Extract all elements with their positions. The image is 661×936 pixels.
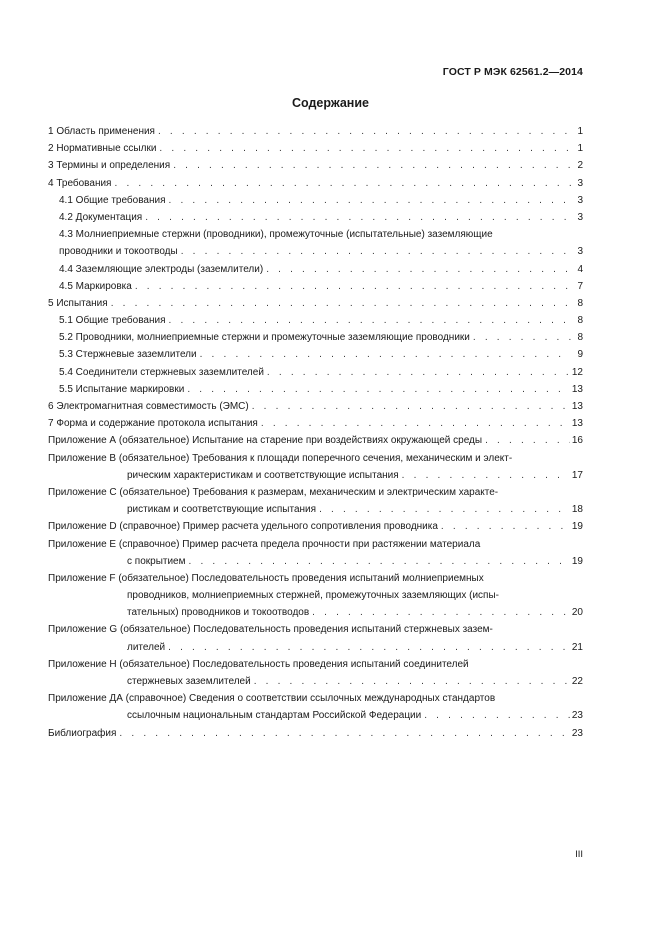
toc-entry-line: [48, 501, 583, 518]
toc-entry[interactable]: [48, 725, 583, 742]
toc-page-number: 2: [577, 160, 583, 172]
toc-entry-text: Приложение G (обязательное) Последовательность проведения испытаний стержневых зазем-: [48, 624, 493, 636]
dot-leader: [261, 415, 570, 432]
toc-entry-line: [48, 621, 583, 638]
dot-leader: [169, 312, 571, 329]
toc-page-number: 22: [571, 676, 583, 687]
toc-entry-text: тательных) проводников и токоотводов: [127, 607, 310, 619]
toc-entry-text: 5.4 Соединители стержневых заземлителей: [59, 366, 264, 378]
toc-entry-line: [48, 415, 583, 432]
toc-entry[interactable]: [48, 192, 583, 209]
toc-entry-text: 7 Форма и содержание протокола испытания: [48, 418, 258, 430]
toc-entry-text: 2 Нормативные ссылки: [48, 143, 157, 155]
toc-page-number: 20: [571, 607, 583, 619]
toc-entry-text: 5.3 Стержневые заземлители: [59, 349, 197, 361]
toc-entry-text: 3 Термины и определения: [48, 160, 171, 172]
toc-entry-text: 4.5 Маркировка: [59, 280, 132, 292]
toc-entry[interactable]: [48, 364, 583, 381]
dot-leader: [135, 278, 571, 295]
toc-entry-text: 6 Электромагнитная совместимость (ЭМС): [48, 401, 249, 412]
toc-entry-text: 5 Испытания: [48, 297, 108, 309]
dot-leader: [266, 261, 571, 278]
toc-entry-line: [48, 329, 583, 346]
toc-page-number: 7: [577, 280, 583, 292]
toc-entry-line: [48, 467, 583, 484]
dot-leader: [145, 209, 571, 226]
dot-leader: [119, 725, 569, 742]
toc-entry[interactable]: [48, 570, 583, 622]
dot-leader: [402, 467, 570, 484]
toc-entry[interactable]: [48, 346, 583, 363]
toc-entry-line: [48, 209, 583, 226]
dot-leader: [252, 398, 570, 415]
toc-page-number: 3: [577, 194, 583, 206]
dot-leader: [114, 175, 571, 192]
toc-entry-line: [48, 278, 583, 295]
dot-leader: [169, 192, 571, 209]
toc-page-number: 23: [571, 727, 583, 739]
toc-entry[interactable]: [48, 295, 583, 312]
toc-entry-text: с покрытием: [127, 555, 186, 567]
toc-entry-text: 5.5 Испытание маркировки: [59, 383, 185, 395]
toc-entry[interactable]: [48, 261, 583, 278]
toc-entry-line: [48, 140, 583, 157]
toc-entry-line: [48, 192, 583, 209]
toc-entry-text: Приложение Е (справочное) Пример расчета предела прочности при растяжении материала: [48, 538, 481, 550]
dot-leader: [158, 123, 571, 140]
toc-entry[interactable]: [48, 329, 583, 346]
toc-entry-line: [48, 587, 583, 604]
toc-entry[interactable]: [48, 415, 583, 432]
dot-leader: [173, 157, 571, 174]
toc-entry-line: [48, 398, 583, 415]
toc-entry[interactable]: [48, 518, 583, 535]
toc-entry-text: Приложение D (справочное) Пример расчета удельного сопротивления проводника: [48, 521, 438, 533]
toc-entry[interactable]: [48, 690, 583, 724]
dot-leader: [473, 329, 571, 346]
toc-entry[interactable]: [48, 536, 583, 570]
toc-entry-line: [48, 346, 583, 363]
dot-leader: [181, 243, 571, 260]
page-number: III: [575, 849, 583, 860]
toc-entry-line: [48, 226, 583, 243]
dot-leader: [188, 553, 569, 570]
toc-page-number: 3: [577, 177, 583, 189]
toc-entry-line: [48, 518, 583, 535]
dot-leader: [312, 604, 570, 621]
toc-page-number: 17: [571, 469, 583, 481]
dot-leader: [424, 707, 570, 724]
toc-page-number: 19: [571, 555, 583, 567]
dot-leader: [267, 364, 570, 381]
toc-entry-line: [48, 690, 583, 707]
toc-entry[interactable]: [48, 278, 583, 295]
toc-page-number: 1: [577, 143, 583, 155]
toc-entry-line: [48, 639, 583, 656]
toc-page-number: 19: [571, 521, 583, 533]
toc-page-number: 3: [577, 211, 583, 223]
toc-page-number: 4: [577, 263, 583, 275]
dot-leader: [187, 381, 570, 398]
toc-title: Содержание: [291, 96, 369, 110]
toc-entry[interactable]: [48, 484, 583, 518]
toc-entry-text: 1 Область применения: [48, 126, 155, 137]
toc-entry-text: 5.1 Общие требования: [59, 315, 166, 327]
toc-page-number: 21: [571, 641, 583, 653]
toc-entry[interactable]: [48, 175, 583, 192]
toc-entry-text: лителей: [127, 641, 166, 653]
toc-entry-line: [48, 656, 583, 673]
dot-leader: [485, 432, 570, 449]
toc-entry-text: Библиография: [48, 727, 117, 739]
toc-page-number: 13: [571, 418, 583, 430]
toc-entry[interactable]: [48, 621, 583, 655]
toc-page-number: 23: [571, 710, 583, 722]
toc-entry[interactable]: [48, 209, 583, 226]
toc-entry[interactable]: [48, 123, 583, 140]
toc-entry-text: 4.2 Документация: [59, 211, 143, 223]
toc-page-number: 16: [571, 435, 583, 447]
toc-entry-line: [48, 536, 583, 553]
dot-leader: [159, 140, 571, 157]
toc-entry[interactable]: [48, 381, 583, 398]
toc-entry-line: [48, 123, 583, 140]
toc-page-number: 3: [577, 246, 583, 258]
toc-entry-text: Приложение F (обязательное) Последовательность проведения испытаний молниеприемных: [48, 572, 484, 584]
toc-page-number: 12: [571, 366, 583, 378]
toc-entry-line: [48, 261, 583, 278]
toc-page-number: 13: [571, 401, 583, 412]
toc-entry-line: [48, 570, 583, 587]
toc-entry-text: ристикам и соответствующие испытания: [127, 504, 317, 516]
toc-entry-text: проводники и токоотводы: [59, 246, 178, 258]
toc-page-number: 8: [577, 297, 583, 309]
toc-entry-text: 4.3 Молниеприемные стержни (проводники), промежуточные (испытательные) заземляющие: [59, 229, 493, 241]
toc-entry-line: [48, 381, 583, 398]
toc-entry-line: [48, 553, 583, 570]
toc-entry[interactable]: [48, 312, 583, 329]
toc-entry-line: [48, 364, 583, 381]
toc-entry-line: [48, 312, 583, 329]
toc-entry[interactable]: [48, 226, 583, 260]
toc-entry-text: рическим характеристикам и соответствующие испытания: [127, 469, 399, 481]
toc-entry-line: [48, 243, 583, 260]
toc-page-number: 18: [571, 504, 583, 516]
toc-entry[interactable]: [48, 140, 583, 157]
toc-entry-text: стержневых заземлителей: [127, 676, 251, 687]
dot-leader: [111, 295, 571, 312]
toc-page-number: 8: [577, 332, 583, 344]
toc-entry-line: [48, 707, 583, 724]
toc-entry-text: 4 Требования: [48, 177, 112, 189]
toc-entry-text: Приложение А (обязательное) Испытание на старение при воздействиях окружающей среды: [48, 435, 483, 447]
toc-entry-text: Приложение ДА (справочное) Сведения о соответствии ссылочных международных стандартов: [48, 693, 496, 705]
dot-leader: [319, 501, 570, 518]
toc-entry-line: [48, 432, 583, 449]
toc-entry[interactable]: [48, 656, 583, 690]
toc-entry-text: Приложение В (обязательное) Требования к площади поперечного сечения, механическим и элект-: [48, 452, 513, 464]
toc-entry-text: Приложение Н (обязательное) Последовательность проведения испытаний соединителей: [48, 658, 469, 670]
standard-header: ГОСТ Р МЭК 62561.2—2014: [442, 66, 583, 78]
toc-entry-line: [48, 604, 583, 621]
toc-page-number: 8: [577, 315, 583, 327]
toc-entry[interactable]: [48, 432, 583, 449]
dot-leader: [254, 673, 570, 690]
dot-leader: [168, 639, 570, 656]
toc-entry-text: 4.4 Заземляющие электроды (заземлители): [59, 263, 264, 275]
table-of-contents: [48, 123, 583, 742]
toc-entry-line: [48, 450, 583, 467]
toc-entry-line: [48, 295, 583, 312]
toc-entry-text: Приложение С (обязательное) Требования к размерам, механическим и электрическим характе-: [48, 486, 499, 498]
toc-page-number: 13: [571, 383, 583, 395]
dot-leader: [441, 518, 570, 535]
dot-leader: [200, 346, 571, 363]
toc-entry-line: [48, 725, 583, 742]
toc-entry-text: 5.2 Проводники, молниеприемные стержни и промежуточные заземляющие проводники: [59, 332, 470, 344]
toc-entry-text: ссылочным национальным стандартам Российской Федерации: [127, 710, 422, 722]
toc-entry-line: [48, 673, 583, 690]
toc-entry-line: [48, 175, 583, 192]
toc-entry[interactable]: [48, 450, 583, 484]
toc-entry[interactable]: [48, 398, 583, 415]
toc-entry-line: [48, 157, 583, 174]
toc-entry[interactable]: [48, 157, 583, 174]
toc-page-number: 9: [577, 349, 583, 361]
toc-entry-line: [48, 484, 583, 501]
toc-page-number: 1: [577, 126, 583, 137]
toc-entry-text: 4.1 Общие требования: [59, 194, 166, 206]
toc-entry-text: проводников, молниеприемных стержней, промежуточных заземляющих (испы-: [127, 590, 499, 602]
